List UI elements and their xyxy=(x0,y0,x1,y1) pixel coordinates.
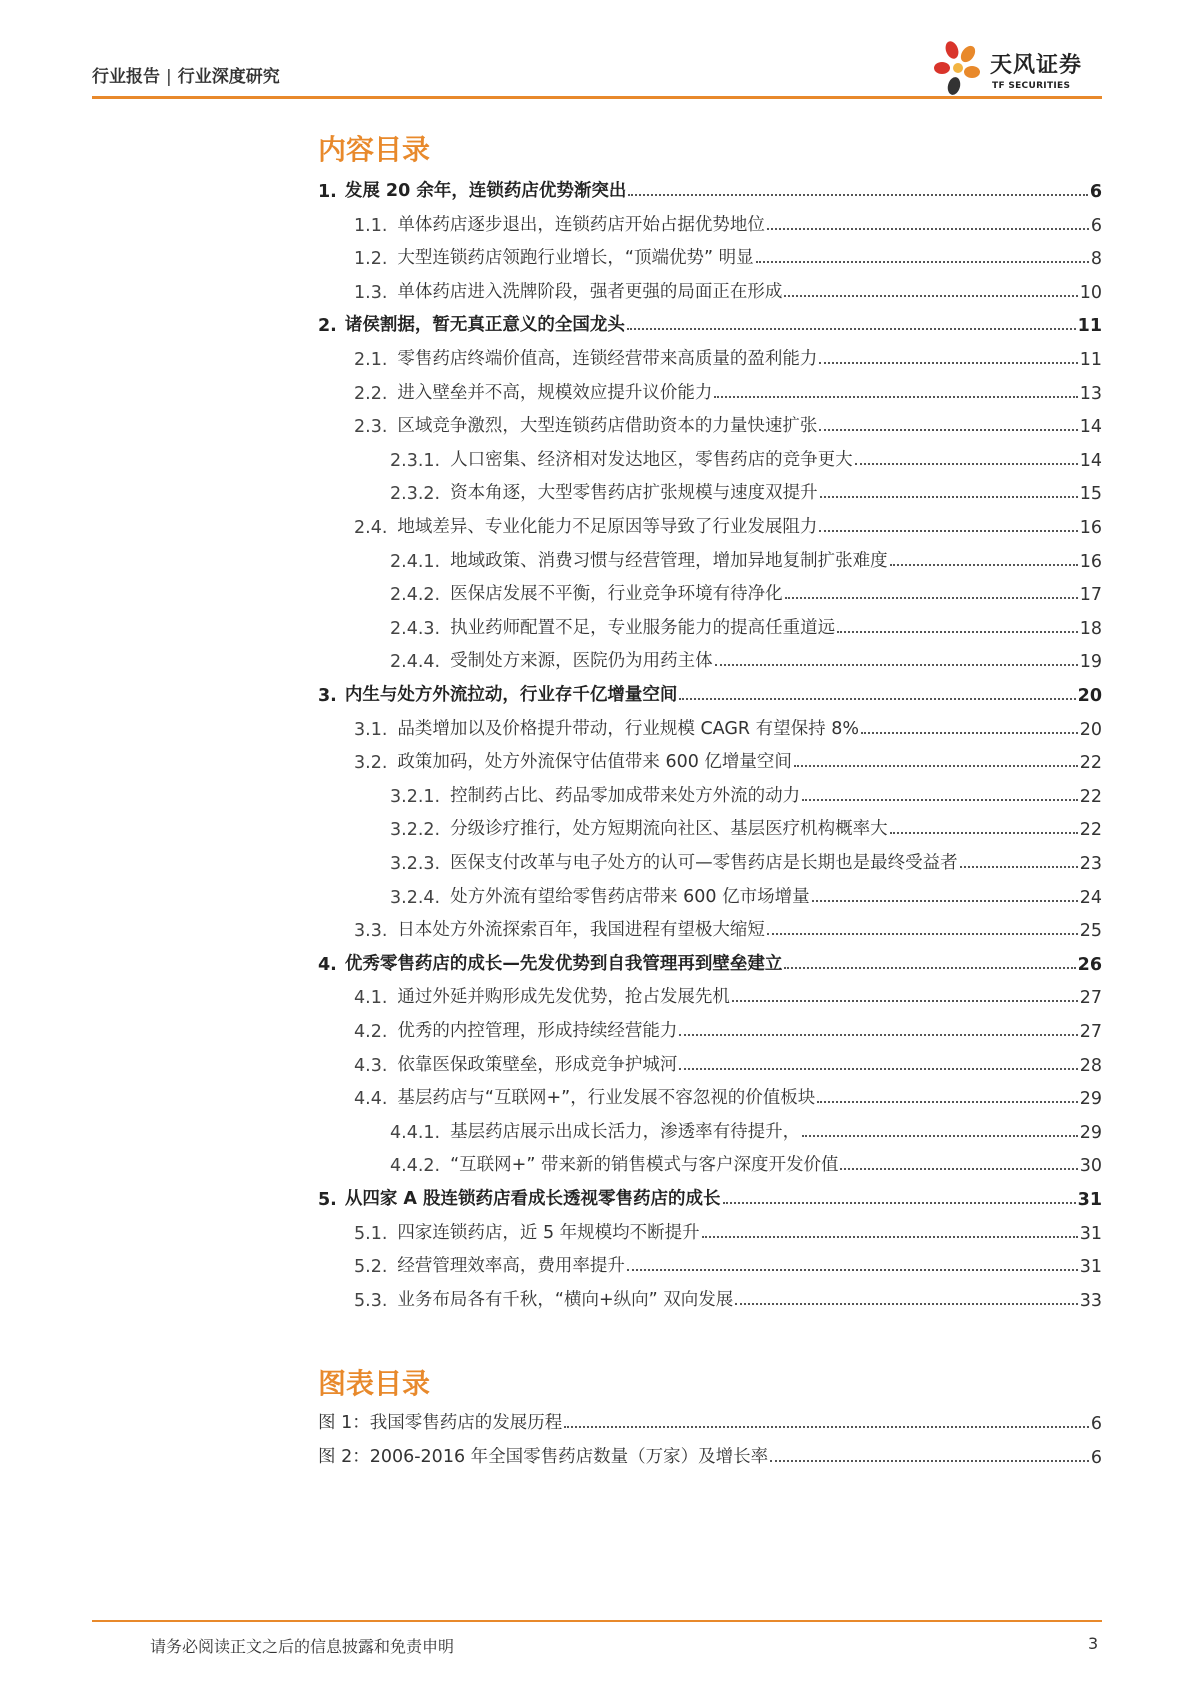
toc-entry-page: 13 xyxy=(1079,383,1102,404)
dot-leader xyxy=(785,597,1078,599)
toc-entry[interactable] xyxy=(318,172,1102,202)
toc-entry[interactable] xyxy=(318,407,1102,437)
toc-entry[interactable] xyxy=(318,374,1102,404)
toc-title: 内容目录 xyxy=(318,133,431,166)
toc-entry[interactable] xyxy=(318,1046,1102,1076)
toc-entry-number: 4.4.2. xyxy=(390,1156,441,1177)
toc-entry[interactable] xyxy=(318,474,1102,504)
toc-entry-number: 3.2. xyxy=(354,753,388,774)
toc-entry-page: 20 xyxy=(1079,719,1102,740)
toc-entry-title: 通过外延并购形成先发优势，抢占发展先机 xyxy=(397,987,730,1008)
toc-entry[interactable] xyxy=(318,1281,1102,1311)
toc-entry-title: 零售药店终端价值高，连锁经营带来高质量的盈利能力 xyxy=(397,349,818,369)
report-type xyxy=(92,62,280,87)
flower-logo-icon xyxy=(930,38,988,100)
toc-entry[interactable] xyxy=(318,1214,1102,1244)
toc-entry-number: 3.2.2. xyxy=(390,820,441,841)
toc-entry-title: 单体药店进入洗牌阶段，强者更强的局面正在形成 xyxy=(397,281,783,302)
dot-leader xyxy=(890,832,1078,834)
toc-entry-page: 6 xyxy=(1089,182,1102,202)
logo-text-cn: 天风证券 xyxy=(990,53,1083,78)
toc-entry-page: 27 xyxy=(1079,988,1102,1009)
toc-entry-number: 5.2. xyxy=(354,1257,388,1278)
figure-entry-title: 图 1：我国零售药店的发展历程 xyxy=(318,1413,563,1433)
dot-leader xyxy=(784,967,1075,969)
toc-entry-page: 17 xyxy=(1079,585,1102,606)
toc-entry-number: 2. xyxy=(318,316,337,337)
toc-entry[interactable] xyxy=(318,1247,1102,1277)
header-divider xyxy=(92,96,1102,99)
toc-entry-title: 医保店发展不平衡，行业竞争环境有待净化 xyxy=(450,584,783,605)
toc-entry-number: 2.3. xyxy=(354,417,388,438)
toc-entry[interactable] xyxy=(318,743,1102,773)
toc-entry-page: 16 xyxy=(1079,518,1102,538)
toc-entry-number: 2.4.4. xyxy=(390,652,441,673)
toc-entry-title: 发展 20 余年，连锁药店优势渐突出 xyxy=(344,181,627,201)
disclaimer-note: 请务必阅读正文之后的信息披露和免责申明 xyxy=(150,1637,455,1656)
toc-entry-page: 8 xyxy=(1090,249,1102,270)
toc-entry-page: 16 xyxy=(1079,551,1102,572)
toc-entry[interactable] xyxy=(318,1113,1102,1143)
page-number: 3 xyxy=(1088,1634,1099,1653)
toc-entry-number: 5.3. xyxy=(354,1290,388,1311)
toc-entry-number: 2.3.1. xyxy=(390,450,441,471)
toc-entry-page: 30 xyxy=(1079,1156,1102,1177)
toc-entry[interactable] xyxy=(318,642,1102,672)
toc-entry-title: 品类增加以及价格提升带动，行业规模 CAGR 有望保持 8% xyxy=(397,718,859,739)
dot-leader xyxy=(679,698,1075,700)
toc-entry-page: 31 xyxy=(1077,1190,1102,1210)
dot-leader xyxy=(861,732,1078,734)
dot-leader xyxy=(627,1269,1078,1271)
toc-entry-title: 从四家 A 股连锁药店看成长透视零售药店的成长 xyxy=(344,1189,721,1209)
toc-entry[interactable] xyxy=(318,1146,1102,1176)
toc-entry-number: 2.4. xyxy=(354,518,388,538)
dot-leader xyxy=(960,866,1078,868)
toc-entry-title: 大型连锁药店领跑行业增长，“顶端优势” 明显 xyxy=(397,248,754,269)
dot-leader xyxy=(564,1426,1089,1428)
toc-entry-page: 14 xyxy=(1079,417,1102,438)
toc-entry[interactable] xyxy=(318,1079,1102,1109)
toc-entry-page: 14 xyxy=(1079,450,1102,471)
dot-leader xyxy=(802,799,1078,801)
toc-entry[interactable] xyxy=(318,1012,1102,1042)
report-category: 行业报告 xyxy=(92,67,160,87)
toc-entry-title: 诸侯割据，暂无真正意义的全国龙头 xyxy=(344,315,625,336)
toc-entry-number: 3.2.4. xyxy=(390,887,441,908)
toc-entry-page: 26 xyxy=(1077,954,1102,975)
toc-entry-number: 3.2.3. xyxy=(390,854,441,874)
tf-securities-logo xyxy=(930,38,1100,100)
toc-entry-number: 4.2. xyxy=(354,1022,388,1042)
report-subcategory: 行业深度研究 xyxy=(177,67,280,87)
toc-entry-page: 11 xyxy=(1079,350,1102,370)
toc-entry-number: 4.3. xyxy=(354,1055,388,1076)
toc-entry[interactable] xyxy=(318,676,1102,706)
toc-entry-number: 4. xyxy=(318,954,337,975)
toc-entry-number: 2.3.2. xyxy=(390,484,441,505)
toc-entry-page: 25 xyxy=(1079,921,1102,942)
dot-leader xyxy=(715,664,1078,666)
toc-entry-number: 4.4.1. xyxy=(390,1122,441,1143)
toc-entry-number: 1.1. xyxy=(354,215,388,236)
toc-entry-page: 6 xyxy=(1090,215,1102,236)
toc-entry-title: 地域政策、消费习惯与经营管理，增加异地复制扩张难度 xyxy=(450,550,888,571)
dot-leader xyxy=(794,765,1078,767)
toc-entry-page: 22 xyxy=(1079,786,1102,807)
toc-entry[interactable] xyxy=(318,273,1102,303)
dot-leader xyxy=(702,1236,1078,1238)
toc-entry-title: “互联网+” 带来新的销售模式与客户深度开发价值 xyxy=(450,1155,839,1176)
toc-entry-number: 1.2. xyxy=(354,249,388,270)
toc-entry-page: 20 xyxy=(1077,686,1102,706)
toc-entry-page: 28 xyxy=(1079,1055,1102,1076)
toc-entry-page: 18 xyxy=(1079,618,1102,639)
toc-entry-page: 19 xyxy=(1079,652,1102,673)
toc-entry-number: 2.4.1. xyxy=(390,551,441,572)
toc-entry-number: 2.2. xyxy=(354,383,388,404)
dot-leader xyxy=(837,631,1078,633)
toc-entry[interactable] xyxy=(318,340,1102,370)
toc-entry[interactable] xyxy=(318,978,1102,1008)
toc-entry-title: 经营管理效率高，费用率提升 xyxy=(397,1256,625,1277)
figure-entry[interactable] xyxy=(318,1438,1102,1468)
toc-entry-title: 资本角逐，大型零售药店扩张规模与速度双提升 xyxy=(450,483,818,504)
toc-entry-title: 日本处方外流探索百年，我国进程有望极大缩短 xyxy=(397,920,765,941)
toc-entry[interactable] xyxy=(318,239,1102,269)
toc-entry-number: 5. xyxy=(318,1190,337,1210)
toc-entry-page: 29 xyxy=(1079,1122,1102,1143)
toc-entry[interactable] xyxy=(318,1180,1102,1210)
toc-entry-number: 4.4. xyxy=(354,1089,388,1110)
toc-entry-number: 3.2.1. xyxy=(390,786,441,807)
toc-entry-title: 受制处方来源，医院仍为用药主体 xyxy=(450,651,713,672)
toc-entry[interactable] xyxy=(318,844,1102,874)
toc-entry-number: 1. xyxy=(318,182,337,202)
dot-leader xyxy=(679,1068,1077,1070)
toc-entry-page: 23 xyxy=(1079,854,1102,874)
dot-leader xyxy=(840,1168,1077,1170)
figure-entry-title: 图 2：2006-2016 年全国零售药店数量（万家）及增长率 xyxy=(318,1447,769,1467)
toc-entry-title: 医保支付改革与电子处方的认可—零售药店是长期也是最终受益者 xyxy=(450,853,958,873)
toc-entry[interactable] xyxy=(318,911,1102,941)
toc-entry-title: 地域差异、专业化能力不足原因等导致了行业发展阻力 xyxy=(397,517,818,537)
dot-leader xyxy=(819,362,1077,364)
dot-leader xyxy=(735,1303,1077,1305)
toc-entry-number: 3.1. xyxy=(354,719,388,740)
dot-leader xyxy=(802,1135,1078,1137)
toc-entry-title: 业务布局各有千秋，“横向+纵向” 双向发展 xyxy=(397,1289,734,1310)
toc-entry[interactable] xyxy=(318,542,1102,572)
dot-leader xyxy=(855,463,1078,465)
logo-text-en: TF SECURITIES xyxy=(992,81,1071,91)
toc-entry-page: 24 xyxy=(1079,887,1102,908)
dot-leader xyxy=(819,530,1077,532)
toc-entry-page: 29 xyxy=(1079,1089,1102,1110)
toc-entry-page: 27 xyxy=(1079,1022,1102,1042)
toc-entry[interactable] xyxy=(318,508,1102,538)
dot-leader xyxy=(817,1101,1078,1103)
toc-entry[interactable] xyxy=(318,810,1102,840)
dot-leader xyxy=(679,1034,1077,1036)
toc-entry-number: 2.1. xyxy=(354,350,388,370)
toc-entry-number: 3. xyxy=(318,686,337,706)
dot-leader xyxy=(756,261,1089,263)
toc-entry-number: 3.3. xyxy=(354,921,388,942)
toc-entry[interactable] xyxy=(318,306,1102,336)
dot-leader xyxy=(890,564,1078,566)
toc-entry[interactable] xyxy=(318,609,1102,639)
dot-leader xyxy=(812,900,1078,902)
toc-entry-page: 22 xyxy=(1079,820,1102,841)
toc-entry-title: 四家连锁药店，近 5 年规模均不断提升 xyxy=(397,1222,700,1243)
toc-entry[interactable] xyxy=(318,206,1102,236)
toc-entry-number: 2.4.3. xyxy=(390,618,441,639)
figure-entry[interactable] xyxy=(318,1404,1102,1434)
figure-entry-page: 6 xyxy=(1090,1414,1102,1434)
toc-entry[interactable] xyxy=(318,777,1102,807)
dot-leader xyxy=(723,1202,1076,1204)
toc-entry-title: 人口密集、经济相对发达地区，零售药店的竞争更大 xyxy=(450,449,853,470)
toc-entry-number: 4.1. xyxy=(354,988,388,1009)
toc-entry-page: 31 xyxy=(1079,1223,1102,1244)
figures-title: 图表目录 xyxy=(318,1367,431,1400)
toc-entry-title: 分级诊疗推行，处方短期流向社区、基层医疗机构概率大 xyxy=(450,819,888,840)
toc-entry-title: 优秀零售药店的成长—先发优势到自我管理再到壁垒建立 xyxy=(344,953,783,974)
dot-leader xyxy=(767,933,1078,935)
toc-entry-page: 11 xyxy=(1077,316,1102,337)
toc-entry-title: 执业药师配置不足，专业服务能力的提高任重道远 xyxy=(450,617,836,638)
toc-entry-title: 优秀的内控管理，形成持续经营能力 xyxy=(397,1021,678,1041)
dot-leader xyxy=(784,295,1077,297)
toc-entry-number: 2.4.2. xyxy=(390,585,441,606)
header-separator: | xyxy=(166,67,172,87)
toc-entry[interactable] xyxy=(318,441,1102,471)
dot-leader xyxy=(770,1460,1089,1462)
toc-entry-page: 31 xyxy=(1079,1257,1102,1278)
toc-entry-number: 5.1. xyxy=(354,1223,388,1244)
dot-leader xyxy=(732,1000,1078,1002)
toc-entry-page: 22 xyxy=(1079,753,1102,774)
footer-divider xyxy=(92,1620,1102,1622)
toc-entry-page: 33 xyxy=(1079,1290,1102,1311)
toc-entry-title: 区域竞争激烈，大型连锁药店借助资本的力量快速扩张 xyxy=(397,416,818,437)
toc-entry[interactable] xyxy=(318,878,1102,908)
toc-entry[interactable] xyxy=(318,575,1102,605)
dot-leader xyxy=(820,496,1078,498)
dot-leader xyxy=(714,396,1077,398)
dot-leader xyxy=(628,194,1087,196)
toc-entry-number: 1.3. xyxy=(354,282,388,303)
toc-entry-title: 内生与处方外流拉动，行业存千亿增量空间 xyxy=(344,685,678,705)
toc-entry-title: 基层药店与“互联网+”，行业发展不容忽视的价值板块 xyxy=(397,1088,816,1109)
figure-entry-page: 6 xyxy=(1090,1448,1102,1468)
toc-entry-title: 控制药占比、药品零加成带来处方外流的动力 xyxy=(450,785,801,806)
toc-entry-title: 处方外流有望给零售药店带来 600 亿市场增量 xyxy=(450,886,810,907)
dot-leader xyxy=(819,429,1077,431)
toc-entry[interactable] xyxy=(318,945,1102,975)
dot-leader xyxy=(627,328,1076,330)
toc-entry-page: 10 xyxy=(1079,282,1102,303)
toc-entry-title: 单体药店逐步退出，连锁药店开始占据优势地位 xyxy=(397,214,765,235)
toc-entry-title: 基层药店展示出成长活力，渗透率有待提升， xyxy=(450,1121,801,1142)
dot-leader xyxy=(767,228,1089,230)
toc-entry[interactable] xyxy=(318,710,1102,740)
toc-entry-title: 政策加码，处方外流保守估值带来 600 亿增量空间 xyxy=(397,752,792,773)
toc-entry-page: 15 xyxy=(1079,484,1102,505)
toc-entry-title: 依靠医保政策壁垒，形成竞争护城河 xyxy=(397,1054,678,1075)
toc-entry-title: 进入壁垒并不高，规模效应提升议价能力 xyxy=(397,382,713,403)
